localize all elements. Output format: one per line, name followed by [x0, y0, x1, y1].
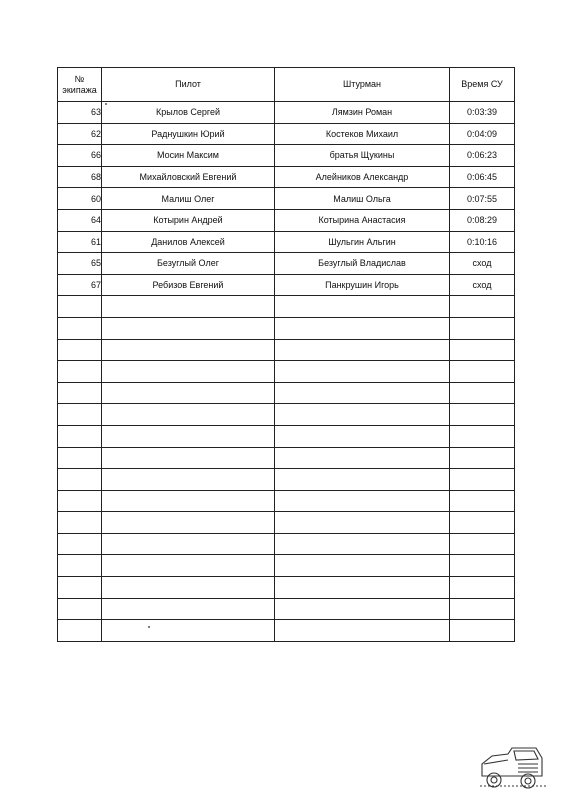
empty-table-row: [58, 598, 515, 620]
empty-cell: [275, 425, 450, 447]
empty-table-row: [58, 469, 515, 491]
empty-cell: [450, 469, 515, 491]
empty-cell: [450, 447, 515, 469]
empty-cell: [58, 620, 102, 642]
empty-cell: [450, 577, 515, 599]
empty-cell: [58, 296, 102, 318]
crew-number-cell: 66: [58, 145, 102, 167]
empty-cell: [275, 447, 450, 469]
table-row: [58, 123, 515, 145]
header-pilot: Пилот: [102, 68, 275, 102]
navigator-cell: Алейников Александр: [275, 166, 450, 188]
navigator-cell: Шульгин Альгин: [275, 231, 450, 253]
empty-cell: [102, 469, 275, 491]
empty-cell: [102, 296, 275, 318]
empty-cell: [102, 339, 275, 361]
empty-table-row: [58, 404, 515, 426]
empty-cell: [102, 447, 275, 469]
empty-cell: [450, 361, 515, 383]
empty-cell: [275, 555, 450, 577]
empty-cell: [102, 555, 275, 577]
empty-table-row: [58, 555, 515, 577]
navigator-cell: Котырина Анастасия: [275, 209, 450, 231]
header-time: Время СУ: [450, 68, 515, 102]
time-cell: 0:07:55: [450, 188, 515, 210]
empty-cell: [58, 447, 102, 469]
empty-table-row: [58, 339, 515, 361]
empty-cell: [58, 490, 102, 512]
empty-cell: [275, 404, 450, 426]
navigator-cell: братья Щукины: [275, 145, 450, 167]
header-crew-number: № экипажа: [58, 68, 102, 102]
results-table: [57, 67, 515, 642]
empty-cell: [102, 490, 275, 512]
empty-cell: [58, 469, 102, 491]
empty-cell: [102, 598, 275, 620]
crew-number-cell: 63: [58, 102, 102, 124]
crew-number-cell: 64: [58, 209, 102, 231]
empty-cell: [450, 620, 515, 642]
empty-table-row: [58, 447, 515, 469]
time-cell: сход: [450, 274, 515, 296]
time-cell: 0:04:09: [450, 123, 515, 145]
empty-table-row: [58, 425, 515, 447]
pilot-cell: Михайловский Евгений: [102, 166, 275, 188]
empty-cell: [102, 404, 275, 426]
results-body: [58, 102, 515, 642]
time-cell: сход: [450, 253, 515, 275]
empty-table-row: [58, 361, 515, 383]
empty-cell: [58, 577, 102, 599]
empty-cell: [58, 339, 102, 361]
table-row: [58, 274, 515, 296]
empty-cell: [450, 555, 515, 577]
empty-cell: [58, 361, 102, 383]
empty-cell: [275, 598, 450, 620]
time-cell: 0:08:29: [450, 209, 515, 231]
empty-cell: [58, 512, 102, 534]
empty-cell: [102, 533, 275, 555]
empty-cell: [58, 317, 102, 339]
table-row: [58, 209, 515, 231]
pilot-cell: Раднушкин Юрий: [102, 123, 275, 145]
empty-table-row: [58, 296, 515, 318]
empty-table-row: [58, 382, 515, 404]
crew-number-cell: 62: [58, 123, 102, 145]
empty-table-row: [58, 512, 515, 534]
navigator-cell: Малиш Ольга: [275, 188, 450, 210]
empty-cell: [102, 317, 275, 339]
header-row: [58, 68, 515, 102]
time-cell: 0:03:39: [450, 102, 515, 124]
scan-speck: [148, 626, 150, 628]
empty-cell: [275, 469, 450, 491]
truck-icon: [478, 742, 548, 792]
pilot-cell: Данилов Алексей: [102, 231, 275, 253]
table-row: [58, 188, 515, 210]
empty-cell: [450, 598, 515, 620]
empty-cell: [58, 425, 102, 447]
time-cell: 0:10:16: [450, 231, 515, 253]
empty-cell: [275, 317, 450, 339]
empty-cell: [450, 296, 515, 318]
header-navigator: Штурман: [275, 68, 450, 102]
empty-cell: [102, 577, 275, 599]
empty-cell: [102, 425, 275, 447]
empty-cell: [58, 404, 102, 426]
empty-cell: [58, 533, 102, 555]
empty-cell: [450, 425, 515, 447]
navigator-cell: Панкрушин Игорь: [275, 274, 450, 296]
pilot-cell: Ребизов Евгений: [102, 274, 275, 296]
table-row: [58, 231, 515, 253]
empty-cell: [102, 512, 275, 534]
pilot-cell: Малиш Олег: [102, 188, 275, 210]
empty-table-row: [58, 490, 515, 512]
empty-cell: [275, 533, 450, 555]
navigator-cell: Лямзин Роман: [275, 102, 450, 124]
empty-cell: [58, 382, 102, 404]
scan-speck: [105, 103, 107, 105]
empty-cell: [450, 339, 515, 361]
time-cell: 0:06:23: [450, 145, 515, 167]
empty-cell: [275, 577, 450, 599]
empty-cell: [450, 533, 515, 555]
empty-cell: [450, 490, 515, 512]
table-row: [58, 102, 515, 124]
crew-number-cell: 67: [58, 274, 102, 296]
empty-table-row: [58, 317, 515, 339]
empty-cell: [58, 598, 102, 620]
results-sheet: [57, 67, 514, 642]
empty-cell: [450, 512, 515, 534]
crew-number-cell: 61: [58, 231, 102, 253]
crew-number-cell: 68: [58, 166, 102, 188]
empty-table-row: [58, 577, 515, 599]
empty-cell: [275, 361, 450, 383]
empty-cell: [450, 317, 515, 339]
pilot-cell: Безуглый Олег: [102, 253, 275, 275]
time-cell: 0:06:45: [450, 166, 515, 188]
empty-cell: [275, 512, 450, 534]
pilot-cell: Крылов Сергей: [102, 102, 275, 124]
empty-cell: [275, 490, 450, 512]
empty-table-row: [58, 620, 515, 642]
crew-number-cell: 65: [58, 253, 102, 275]
empty-cell: [275, 382, 450, 404]
empty-cell: [450, 382, 515, 404]
table-row: [58, 253, 515, 275]
table-row: [58, 166, 515, 188]
empty-table-row: [58, 533, 515, 555]
empty-cell: [450, 404, 515, 426]
empty-cell: [58, 555, 102, 577]
empty-cell: [275, 296, 450, 318]
empty-cell: [102, 382, 275, 404]
pilot-cell: Мосин Максим: [102, 145, 275, 167]
navigator-cell: Безуглый Владислав: [275, 253, 450, 275]
pilot-cell: Котырин Андрей: [102, 209, 275, 231]
crew-number-cell: 60: [58, 188, 102, 210]
empty-cell: [102, 620, 275, 642]
empty-cell: [102, 361, 275, 383]
empty-cell: [275, 620, 450, 642]
navigator-cell: Костеков Михаил: [275, 123, 450, 145]
table-row: [58, 145, 515, 167]
empty-cell: [275, 339, 450, 361]
